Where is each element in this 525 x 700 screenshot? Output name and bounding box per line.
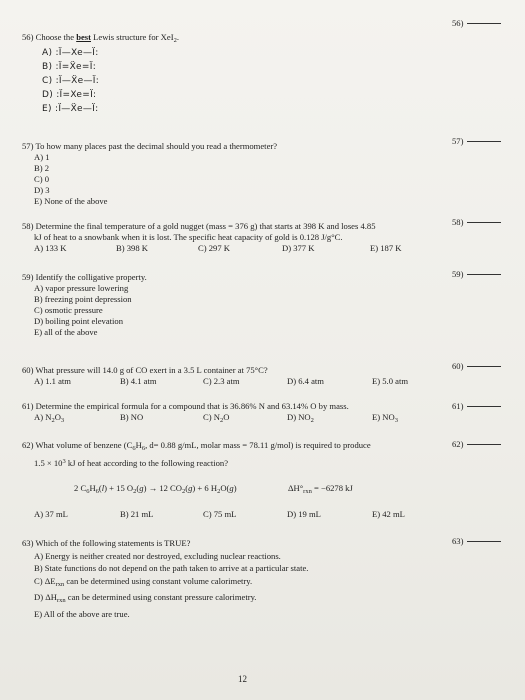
option-b[interactable]: B) freezing point depression (34, 294, 132, 304)
question-stem: 57) To how many places past the decimal should you read a thermometer? (22, 141, 278, 151)
question-63 (22, 537, 308, 620)
option-a[interactable]: A) 37 mL (34, 509, 68, 519)
question-stem-line1: 62) What volume of benzene ($C_6H_6$, d= 0.88 g/mL, molar mass = 78.11 g/mol) is required to produce (22, 440, 371, 452)
question-58 (22, 221, 376, 243)
option-e[interactable]: E) 5.0 atm (372, 376, 409, 386)
lewis-options (30, 46, 99, 116)
question-56 (22, 32, 179, 46)
answer-blank-63[interactable]: 63) (452, 536, 501, 546)
answer-blank-61[interactable]: 61) (452, 401, 501, 411)
option-e[interactable]: E) all of the above (34, 327, 98, 337)
answer-label: 56) (452, 18, 464, 28)
page-number: 12 (238, 674, 247, 684)
option-a[interactable]: A) $N_2O_3$ (34, 412, 65, 424)
option-d[interactable]: D) $\Delta H_{rxn}$ can be determined using constant pressure calorimetry. (34, 592, 257, 604)
option-c[interactable]: C) 2.3 atm (203, 376, 240, 386)
question-stem-line2: kJ of heat to a snowbank when it is lost. The specific heat capacity of gold is 0.128 J/g°C. (34, 232, 343, 242)
option-c[interactable]: C) :Ï—Ẍe—Ï: (42, 76, 100, 86)
option-b[interactable]: B) State functions do not depend on the path taken to arrive at a particular state. (34, 563, 309, 573)
option-b[interactable]: B) :Ï=Ẍe=Ï: (42, 62, 97, 72)
option-d[interactable]: D) 3 (34, 185, 50, 195)
answer-blank-59[interactable]: 59) (452, 269, 501, 279)
option-a[interactable]: A) 1 (34, 152, 50, 162)
option-d[interactable]: D) boiling point elevation (34, 316, 124, 326)
option-b[interactable]: B) NO (120, 412, 144, 422)
option-d[interactable]: D) :Ï=Xe=Ï: (42, 90, 97, 100)
question-62 (22, 440, 371, 469)
option-a[interactable]: A) vapor pressure lowering (34, 283, 129, 293)
option-c[interactable]: C) 297 K (198, 243, 230, 253)
answer-blank-56[interactable] (452, 18, 501, 28)
option-e[interactable]: E) 187 K (370, 243, 402, 253)
question-stem: 56) Choose the best Lewis structure for XeI$_2$. (22, 32, 179, 44)
option-e[interactable]: E) 42 mL (372, 509, 405, 519)
option-d[interactable]: D) 377 K (282, 243, 315, 253)
question-stem-line2: $1.5 \times 10^3$ kJ of heat according to the following reaction? (34, 458, 229, 468)
enthalpy-value: $\Delta H^\circ_{rxn} = -6278$ kJ (288, 483, 353, 495)
option-e[interactable]: E) :Ï—Ẍe—Ï: (42, 104, 99, 114)
option-d[interactable]: D) $NO_2$ (287, 412, 314, 424)
option-a[interactable]: A) 133 K (34, 243, 67, 253)
option-c[interactable]: C) $N_2O$ (203, 412, 230, 424)
question-57 (22, 141, 277, 207)
question-stem: 60) What pressure will 14.0 g of CO exert in a 3.5 L container at 75°C? (22, 365, 268, 375)
question-stem-line1: 58) Determine the final temperature of a gold nugget (mass = 376 g) that starts at 398 K and loses 4.85 (22, 221, 376, 231)
option-d[interactable]: D) 6.4 atm (287, 376, 324, 386)
answer-blank-60[interactable]: 60) (452, 361, 501, 371)
answer-blank-58[interactable]: 58) (452, 217, 501, 227)
option-b[interactable]: B) 4.1 atm (120, 376, 157, 386)
option-a[interactable]: A) :Ï—Xe—Ï: (42, 48, 99, 58)
question-stem: 59) Identify the colligative property. (22, 272, 147, 282)
option-a[interactable]: A) 1.1 atm (34, 376, 71, 386)
question-stem: 63) Which of the following statements is TRUE? (22, 538, 191, 548)
question-stem: 61) Determine the empirical formula for a compound that is 36.86% N and 63.14% O by mass. (22, 401, 349, 411)
option-e[interactable]: E) None of the above (34, 196, 108, 206)
answer-blank-62[interactable]: 62) (452, 439, 501, 449)
option-b[interactable]: B) 2 (34, 163, 50, 173)
option-c[interactable]: C) 75 mL (203, 509, 237, 519)
answer-blank-57[interactable]: 57) (452, 136, 501, 146)
option-c[interactable]: C) osmotic pressure (34, 305, 103, 315)
option-b[interactable]: B) 398 K (116, 243, 148, 253)
option-a[interactable]: A) Energy is neither created nor destroyed, excluding nuclear reactions. (34, 550, 281, 561)
option-e[interactable]: E) $NO_3$ (372, 412, 398, 424)
option-c[interactable]: C) 0 (34, 174, 50, 184)
question-59 (22, 272, 147, 338)
option-e[interactable]: E) All of the above are true. (34, 608, 130, 619)
chemical-equation: 2 $C_6H_6(l) + 15$ $O_2(g) \to 12$ $CO_2(g) + 6$ $H_2O(g)$ (74, 483, 237, 495)
option-b[interactable]: B) 21 mL (120, 509, 154, 519)
question-61 (22, 401, 349, 412)
option-c[interactable]: C) $\Delta E_{rxn}$ can be determined using constant volume calorimetry. (34, 575, 253, 588)
question-60 (22, 365, 268, 376)
option-d[interactable]: D) 19 mL (287, 509, 321, 519)
